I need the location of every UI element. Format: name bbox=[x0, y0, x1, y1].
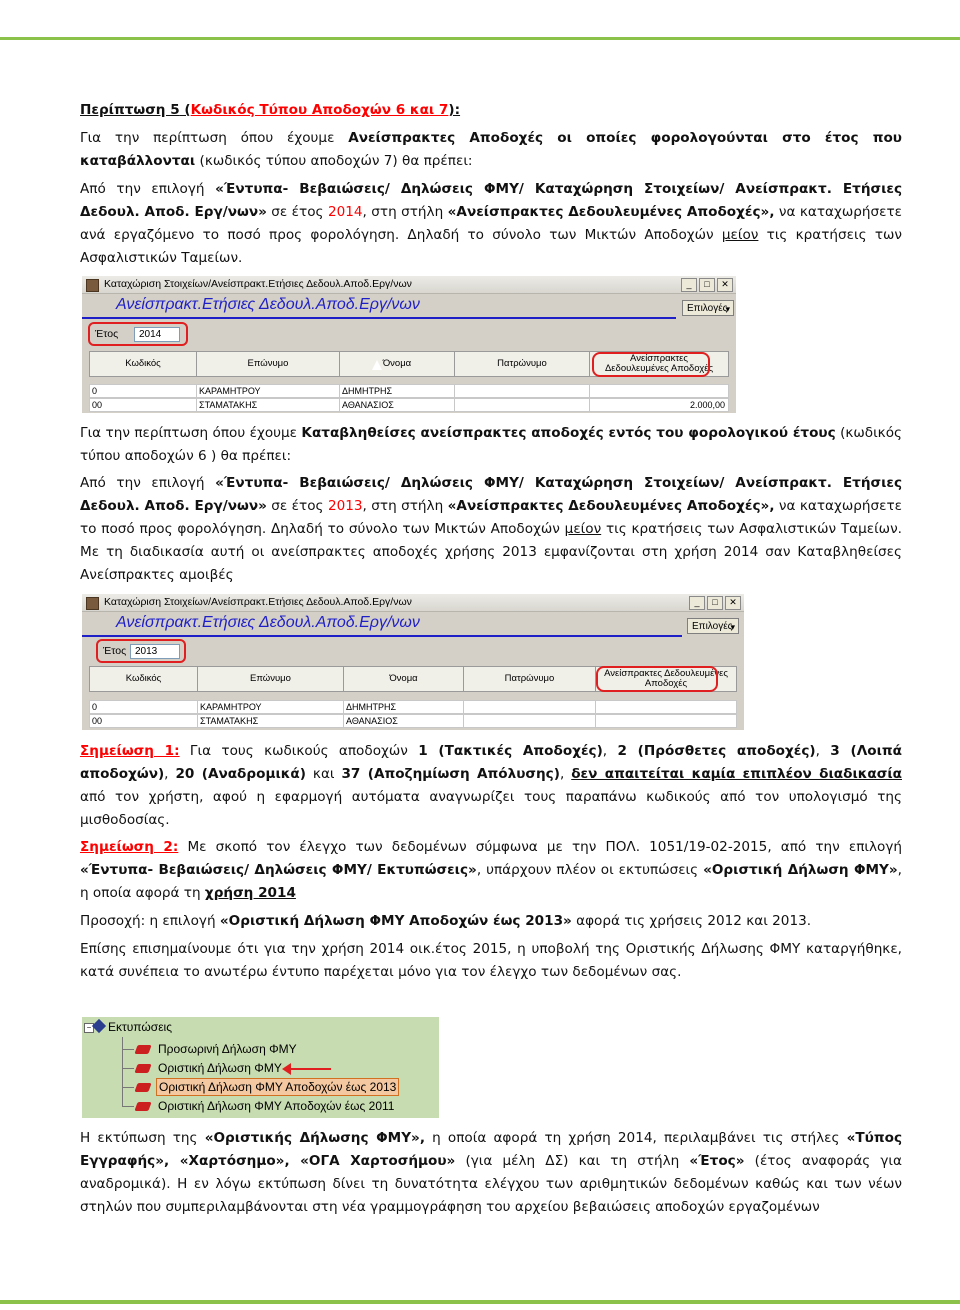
form-title-underline bbox=[82, 635, 682, 637]
table-row[interactable]: 0 ΚΑΡΑΜΗΤΡΟΥ ΔΗΜΗΤΡΗΣ bbox=[89, 384, 729, 398]
options-button[interactable]: Επιλογές ▾ bbox=[682, 300, 734, 316]
note-1: Σημείωση 1: Για τους κωδικούς αποδοχών 1 (Τακτικές Αποδοχές), 2 (Πρόσθετες αποδοχές), 3 (Λοιπά αποδοχών), 20 (Αναδρομικά) και 37 (Αποζημίωση Απόλυσης), δεν απαιτείται καμία επιπλέον διαδικασία από τον χρήστη, αφού η εφαρμογή αυτόματα αναγνωρίζει τους παραπάνω κωδικούς από τον υπολογισμό της μισθοδοσίας. bbox=[80, 743, 902, 828]
column-header-surname[interactable]: Επώνυμο bbox=[197, 352, 340, 376]
column-header-unpaid-accrued[interactable]: Ανείσπρακτες Δεδουλευμένες Αποδοχές bbox=[596, 667, 737, 691]
minimize-button[interactable]: _ bbox=[689, 596, 705, 610]
case-heading: Περίπτωση 5 (Κωδικός Τύπου Αποδοχών 6 και 7): bbox=[80, 102, 461, 118]
screenshot-year-2014 bbox=[82, 276, 736, 413]
year-input[interactable]: 2014 bbox=[134, 327, 180, 342]
tree-root-prints[interactable]: Εκτυπώσεις bbox=[108, 1020, 172, 1034]
column-highlight-oval bbox=[592, 352, 710, 377]
year-2014-highlight: 2014 bbox=[327, 204, 363, 220]
mouse-cursor-icon bbox=[372, 360, 382, 370]
tree-item-final-2013[interactable]: Οριστική Δήλωση ΦΜΥ Αποδοχών έως 2013 bbox=[156, 1078, 399, 1096]
table-row[interactable]: 0 ΚΑΡΑΜΗΤΡΟΥ ΔΗΜΗΤΡΗΣ bbox=[89, 700, 737, 714]
paragraph-unpaid-7: Για την περίπτωση όπου έχουμε Ανείσπρακτες Αποδοχές οι οποίες φορολογούνται στο έτος που καταβάλλονται (κωδικός τύπου αποδοχών 7) θα πρέπει: bbox=[80, 130, 902, 169]
window-title: Καταχώριση Στοιχείων/Ανείσπρακτ.Ετήσιες Δεδουλ.Αποδ.Εργ/νων bbox=[104, 278, 412, 290]
top-rule bbox=[0, 37, 960, 40]
screenshot-prints-tree bbox=[82, 1017, 439, 1118]
tree-item-provisional[interactable]: Προσωρινή Δήλωση ΦΜΥ bbox=[158, 1042, 297, 1056]
close-button[interactable]: ✕ bbox=[717, 278, 733, 292]
report-book-icon bbox=[134, 1045, 151, 1054]
paragraph-instructions-2013: Από την επιλογή «Έντυπα- Βεβαιώσεις/ Δηλώσεις ΦΜΥ/ Καταχώρηση Στοιχείων/ Ανείσπρακτ. Ετήσιες Δεδουλ. Αποδ. Εργ/νων» σε έτος 2013, στη στήλη «Ανείσπρακτες Δεδουλευμένες Αποδοχές», να καταχωρήσετε το ποσό προς φορολόγηση. Δηλαδή το σύνολο των Μικτών Αποδοχών μείον τις κρατήσεις των Ασφαλιστικών Ταμείων. Με τη διαδικασία αυτή οι ανείσπρακτες αποδοχές χρήσης 2013 εμφανίζονται στη χρήση 2014 σαν Καταβληθείσες Ανείσπρακτες αμοιβές bbox=[80, 475, 903, 583]
column-header-code[interactable]: Κωδικός bbox=[90, 667, 198, 691]
pointer-arrow-icon bbox=[289, 1068, 331, 1070]
table-row[interactable]: 00 ΣΤΑΜΑΤΑΚΗΣ ΑΘΑΝΑΣΙΟΣ bbox=[89, 714, 737, 728]
column-header-name[interactable]: Όνομα bbox=[340, 352, 455, 376]
year-2013-highlight: 2013 bbox=[327, 498, 363, 514]
report-book-icon bbox=[134, 1102, 151, 1111]
case-heading-codes: Κωδικός Τύπου Αποδοχών 6 και 7 bbox=[190, 102, 449, 118]
maximize-button[interactable]: □ bbox=[707, 596, 723, 610]
year-input[interactable]: 2013 bbox=[130, 644, 180, 659]
report-book-icon bbox=[134, 1083, 151, 1092]
column-header-code[interactable]: Κωδικός bbox=[90, 352, 197, 376]
note-1-label: Σημείωση 1: bbox=[80, 743, 180, 759]
tree-item-final-2011[interactable]: Οριστική Δήλωση ΦΜΥ Αποδοχών έως 2011 bbox=[158, 1099, 395, 1113]
paragraph-print-description: Η εκτύπωση της «Οριστικής Δήλωσης ΦΜΥ», η οποία αφορά τη χρήση 2014, περιλαμβάνει τις στήλες «Τύπος Εγγραφής», «Χαρτόσημο», «ΟΓΑ Χαρτοσήμου» (για μέλη ΔΣ) και τη στήλη «Έτος» (έτος αναφοράς για αναδρομικά). Η εν λόγω εκτύπωση δίνει τη δυνατότητα ελέγχου των αριθμητικών δεδομένων καθώς και των νέων στηλών που συμπεριλαμβάνονται στη νέα γραμμογράφηση του αρχείου βεβαιώσεις αποδοχών εργαζομένων bbox=[80, 1130, 903, 1215]
column-header-name[interactable]: Όνομα bbox=[344, 667, 464, 691]
column-highlight-oval bbox=[596, 666, 718, 692]
paragraph-instructions-2014: Από την επιλογή «Έντυπα- Βεβαιώσεις/ Δηλώσεις ΦΜΥ/ Καταχώρηση Στοιχείων/ Ανείσπρακτ. Ετήσιες Δεδουλ. Αποδ. Εργ/νων» σε έτος 2014, στη στήλη «Ανείσπρακτες Δεδουλευμένες Αποδοχές», να καταχωρήσετε ανά εργαζόμενο το ποσό προς φορολόγηση. Δηλαδή το σύνολο των Μικτών Αποδοχών μείον τις κρατήσεις των Ασφαλιστικών Ταμείων. bbox=[80, 181, 903, 266]
year-label: Έτος bbox=[103, 645, 127, 657]
bottom-rule bbox=[0, 1300, 960, 1304]
paragraph-abolished: Επίσης επισημαίνουμε ότι για την χρήση 2014 οικ.έτος 2015, η υποβολή της Οριστικής Δήλωσης ΦΜΥ καταργήθηκε, κατά συνέπεια το ανωτέρω έντυπο παρέχεται μόνο για τον έλεγχο των δεδομένων σας. bbox=[80, 941, 902, 980]
folder-icon bbox=[92, 1019, 106, 1033]
column-header-fathername[interactable]: Πατρώνυμο bbox=[455, 352, 590, 376]
report-book-icon bbox=[134, 1064, 151, 1073]
maximize-button[interactable]: □ bbox=[699, 278, 715, 292]
column-header-surname[interactable]: Επώνυμο bbox=[198, 667, 344, 691]
tree-connector bbox=[122, 1037, 123, 1107]
window-titlebar bbox=[82, 276, 736, 294]
form-title: Ανείσπρακτ.Ετήσιες Δεδουλ.Αποδ.Εργ/νων bbox=[116, 296, 420, 313]
window-app-icon bbox=[86, 597, 99, 610]
year-label: Έτος bbox=[95, 328, 119, 340]
options-button[interactable]: Επιλογές ▾ bbox=[687, 618, 739, 634]
case-heading-label: Περίπτωση 5 bbox=[80, 102, 180, 118]
window-titlebar bbox=[82, 594, 744, 612]
window-title: Καταχώριση Στοιχείων/Ανείσπρακτ.Ετήσιες Δεδουλ.Αποδ.Εργ/νων bbox=[104, 596, 412, 608]
column-header-unpaid-accrued[interactable]: Ανείσπρακτες Δεδουλευμένες Αποδοχές bbox=[590, 352, 729, 376]
screenshot-year-2013 bbox=[82, 594, 744, 730]
tree-item-final[interactable]: Οριστική Δήλωση ΦΜΥ bbox=[158, 1061, 282, 1075]
tree-collapse-toggle[interactable]: − bbox=[84, 1023, 94, 1033]
paragraph-caution: Προσοχή: η επιλογή «Οριστική Δήλωση ΦΜΥ Αποδοχών έως 2013» αφορά τις χρήσεις 2012 και 2013. bbox=[80, 913, 812, 929]
paragraph-paid-6: Για την περίπτωση όπου έχουμε Καταβληθείσες ανείσπρακτες αποδοχές εντός του φορολογικού έτους (κωδικός τύπου αποδοχών 6 ) θα πρέπει: bbox=[80, 425, 902, 464]
note-2: Σημείωση 2: Με σκοπό τον έλεγχο των δεδομένων σύμφωνα με την ΠΟΛ. 1051/19-02-2015, από την επιλογή «Έντυπα- Βεβαιώσεις/ Δηλώσεις ΦΜΥ/ Εκτυπώσεις», υπάρχουν πλέον οι εκτυπώσεις «Οριστική Δήλωση ΦΜΥ», η οποία αφορά τη χρήση 2014 bbox=[80, 839, 903, 901]
close-button[interactable]: ✕ bbox=[725, 596, 741, 610]
note-2-label: Σημείωση 2: bbox=[80, 839, 179, 855]
minimize-button[interactable]: _ bbox=[681, 278, 697, 292]
table-row[interactable]: 00 ΣΤΑΜΑΤΑΚΗΣ ΑΘΑΝΑΣΙΟΣ 2.000,00 bbox=[89, 398, 729, 412]
form-title-underline bbox=[82, 317, 676, 319]
form-title: Ανείσπρακτ.Ετήσιες Δεδουλ.Αποδ.Εργ/νων bbox=[116, 614, 420, 631]
window-app-icon bbox=[86, 279, 99, 292]
column-header-fathername[interactable]: Πατρώνυμο bbox=[464, 667, 596, 691]
